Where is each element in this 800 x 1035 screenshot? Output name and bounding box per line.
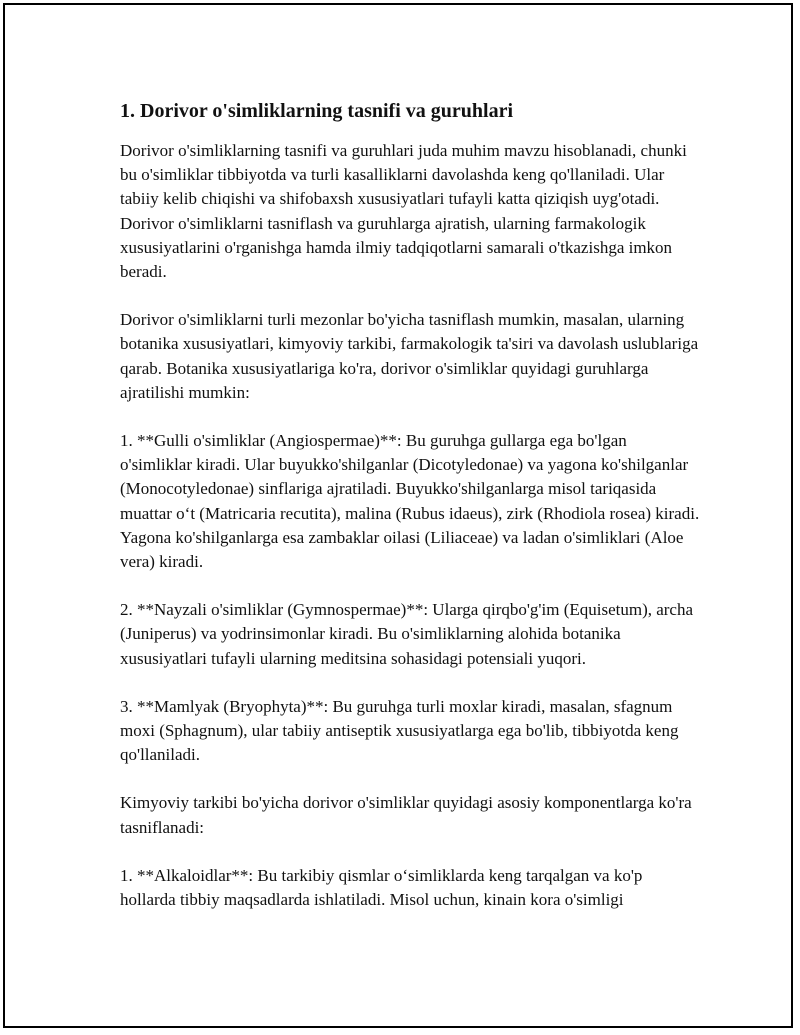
paragraph-gymnospermae: 2. **Nayzali o'simliklar (Gymnospermae)**: Ularga qirqbo'g'im (Equisetum), archa (Juniperus) va yodrinsimonlar kiradi. Bu o'simliklarning alohida botanika xususiyatlari tufayli ularning meditsina sohasidagi potensiali yuqori.: [120, 600, 694, 668]
paragraph-bryophyta: 3. **Mamlyak (Bryophyta)**: Bu guruhga turli moxlar kiradi, masalan, sfagnum moxi (Sphagnum), ular tabiiy antiseptik xususiyatlarga ega bo'lib, tibbiyotda keng qo'llaniladi.: [120, 696, 679, 765]
paragraph-intro: Dorivor o'simliklarning tasnifi va guruhlari juda muhim mavzu hisoblanadi, chunki bu o'simliklar tibbiyotda va turli kasalliklarni davolashda keng qo'llaniladi. Ular tabiiy kelib chiqishi va shifobaxsh xususiyatlari tufayli katta qiziqish uyg'otadi. Dorivor o'simliklarni tasniflash va guruhlarga ajratish, ularning farmakologik xususiyatlarini o'rganishga hamda ilmiy tadqiqotlarni samarali o'tkazishga imkon beradi.: [120, 141, 687, 282]
paragraph-alkaloids: 1. **Alkaloidlar**: Bu tarkibiy qismlar o‘simliklarda keng tarqalgan va ko'p hollarda tibbiy maqsadlarda ishlatiladi. Misol uchun, kinain kora o'simligi: [120, 865, 643, 910]
paragraph-angiospermae: 1. **Gulli o'simliklar (Angiospermae)**: Bu guruhga gullarga ega bo'lgan o'simliklar kiradi. Ular buyukko'shilganlar (Dicotyledonae) va yagona ko'shilganlar (Monocotyledonae) sinflariga ajratiladi. Buyukko'shilganlarga misol tariqasida muattar o‘t (Matricaria recutita), malina (Rubus idaeus), zirk (Rhodiola rosea) kiradi. Yagona ko'shilganlarga esa zambaklar oilasi (Liliaceae) va ladan o'simliklari (Aloe vera) kiradi.: [120, 431, 700, 572]
paragraph-chemical: Kimyoviy tarkibi bo'yicha dorivor o'simliklar quyidagi asosiy komponentlarga ko'ra tasniflanadi:: [120, 793, 692, 837]
page-frame: [3, 3, 793, 1028]
paragraph-classification: Dorivor o'simliklarni turli mezonlar bo'yicha tasniflash mumkin, masalan, ularning botanika xususiyatlari, kimyoviy tarkibi, farmakologik ta'siri va davolash uslublariga qarab. Botanika xususiyatlariga ko'ra, dorivor o'simliklar quyidagi guruhlarga ajratilishi mumkin:: [120, 310, 699, 402]
document-body: [120, 97, 700, 936]
section-heading: 1. Dorivor o'simliklarning tasnifi va guruhlari: [120, 100, 513, 122]
